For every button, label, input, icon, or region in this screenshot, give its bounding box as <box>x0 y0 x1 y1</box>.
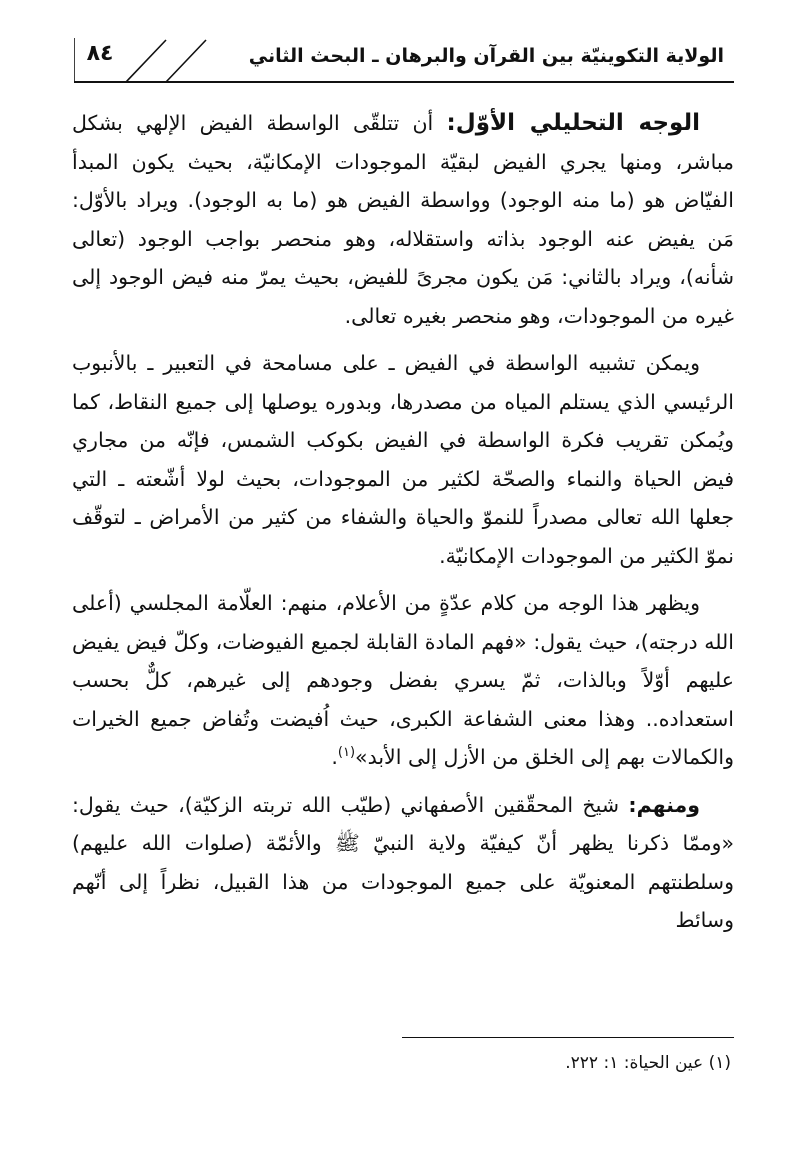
footnote-reference[interactable]: (١) <box>337 745 356 761</box>
footnote-divider <box>402 1037 734 1038</box>
paragraph-text: شيخ المحقّقين الأصفهاني (طيّب الله تربته الزكيّة)، حيث يقول: «وممّا ذكرنا يظهر أنّ كيفيّة ولاية النبيّ ﷺ والأئمّة (صلوات الله عليهم) وسلطنتهم المعنويّة على جميع الموجودات من هذا القبيل، نظراً إلى أنّهم وسائط <box>72 792 734 932</box>
paragraph-text: أن تتلقّى الواسطة الفيض الإلهي بشكل مباشر، ومنها يجري الفيض لبقيّة الموجودات الإمكانيّة، بحيث يكون المبدأ الفيّاض هو (ما منه الوجود) وواسطة الفيض هو (ما به الوجود). ويراد بالأوّل: مَن يفيض عنه الوجود بذاته واستقلاله، وهو منحصر بواجب الوجود (تعالى شأنه)، ويراد بالثاني: مَن يكون مجرىً للفيض، بحيث يمرّ منه فيض الوجود إلى غيره من الموجودات، وهو منحصر بغيره تعالى. <box>72 111 734 328</box>
paragraph-lead: الوجه التحليلي الأوّل: <box>446 110 700 136</box>
page-number: ٨٤ <box>86 41 114 66</box>
paragraph-1 <box>72 104 734 335</box>
header-title: الولاية التكوينيّة بين القرآن والبرهان ـ البحث الثاني <box>248 45 724 67</box>
running-header <box>74 36 734 86</box>
paragraph-3 <box>72 584 734 777</box>
paragraph-tail: . <box>331 745 338 769</box>
footnote: (١) عين الحياة: ١: ٢٢٢. <box>565 1053 731 1073</box>
body-text <box>72 104 734 949</box>
paragraph-2 <box>72 344 734 575</box>
paragraph-text: ويمكن تشبيه الواسطة في الفيض ـ على مسامحة في التعبير ـ بالأنبوب الرئيسي الذي يستلم المياه من مصدرها، وبدوره يوصلها إلى جميع النقاط، كما ويُمكن تقريب فكرة الواسطة في الفيض بكوكب الشمس، فإنّه من مجاري فيض الحياة والنماء والصحّة لكثير من الموجودات، بحيث لولا أشّعته ـ التي جعلها الله تعالى مصدراً للنموّ والحياة والشفاء من كثير من الأمراض ـ لتوقّف نموّ الكثير من الموجودات الإمكانيّة. <box>72 351 734 568</box>
paragraph-4 <box>72 786 734 940</box>
paragraph-lead: ومنهم: <box>628 792 700 817</box>
paragraph-text: ويظهر هذا الوجه من كلام عدّةٍ من الأعلام، منهم: العلّامة المجلسي (أعلى الله درجته)، حيث يقول: «فهم المادة القابلة لجميع الفيوضات، وكلّ فيض يفيض عليهم أوّلاً وبالذات، ثمّ يسري بفضل وجودهم إلى غيرهم، كلٌّ بحسب استعداده.. وهذا معنى الشفاعة الكبرى، حيث اُفيضت وتُفاض جميع الخيرات والكمالات بهم إلى الخلق من الأزل إلى الأبد» <box>72 591 734 769</box>
